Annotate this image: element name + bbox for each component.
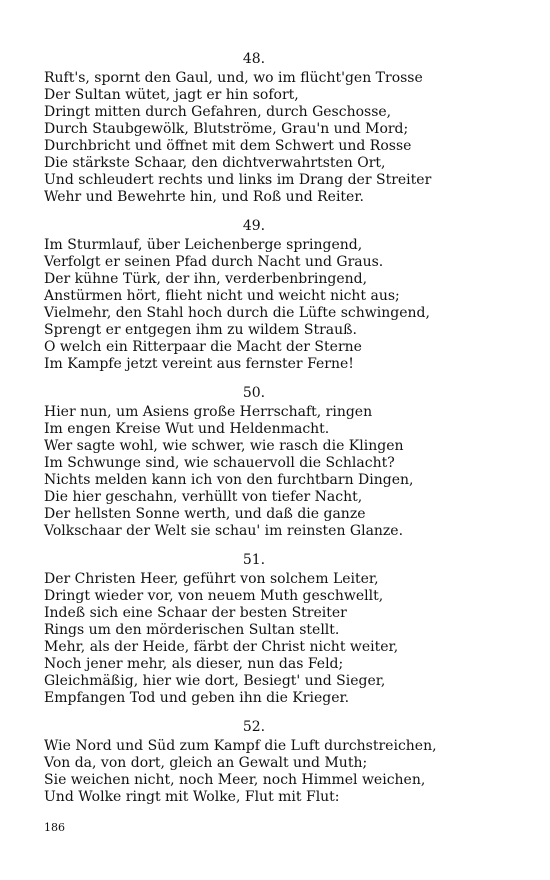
verse-line: Rings um den mörderischen Sultan stellt. [44,622,340,638]
stanza-number: 52. [242,719,266,735]
verse-line: Im Sturmlauf, über Leichenberge springend, [44,237,363,253]
verse-line: Wer sagte wohl, wie schwer, wie rasch die Klingen [44,438,404,454]
verse-line: Anstürmen hört, flieht nicht und weicht nicht aus; [44,288,400,304]
verse-line: Hier nun, um Asiens große Herrschaft, ringen [44,404,373,420]
verse-line: Mehr, als der Heide, färbt der Christ nicht weiter, [44,639,399,655]
stanza-52 [44,719,504,806]
verse-line: Durchbricht und öffnet mit dem Schwert und Rosse [44,138,412,154]
verse-line: Dringt wieder vor, von neuem Muth geschwellt, [44,588,384,604]
verse-line: Der Sultan wütet, jagt er hin sofort, [44,87,299,103]
verse-line: Gleichmäßig, hier wie dort, Besiegt' und Sieger, [44,673,386,689]
verse-line: Wie Nord und Süd zum Kampf die Luft durchstreichen, [44,738,437,754]
verse-line: Und schleudert rechts und links im Drang der Streiter [44,172,432,188]
verse-line: Nichts melden kann ich von den furchtbarn Dingen, [44,472,414,488]
verse-line: Die hier geschahn, verhüllt von tiefer Nacht, [44,489,363,505]
verse-line: Der hellsten Sonne werth, und daß die ganze [44,506,366,522]
verse-line: Die stärkste Schaar, den dichtverwahrtsten Ort, [44,155,386,171]
verse-line: Verfolgt er seinen Pfad durch Nacht und Graus. [44,254,384,270]
stanza-48 [44,51,504,206]
stanza-number: 48. [242,51,266,67]
verse-line: Sprengt er entgegen ihm zu wildem Strauß. [44,322,357,338]
verse-line: Und Wolke ringt mit Wolke, Flut mit Flut: [44,789,340,805]
verse-line: O welch ein Ritterpaar die Macht der Sterne [44,339,362,355]
verse-line: Im engen Kreise Wut und Heldenmacht. [44,421,330,437]
verse-line: Der kühne Türk, der ihn, verderbenbringend, [44,271,368,287]
stanza-number: 49. [242,218,266,234]
verse-line: Von da, von dort, gleich an Gewalt und Muth; [44,755,368,771]
verse-line: Ruft's, spornt den Gaul, und, wo im flücht'gen Trosse [44,70,423,86]
page-number: 186 [44,821,65,834]
verse-line: Wehr und Bewehrte hin, und Roß und Reiter. [44,189,364,205]
verse-line: Empfangen Tod und geben ihn die Krieger. [44,690,350,706]
stanza-number: 51. [242,552,266,568]
verse-line: Indeß sich eine Schaar der besten Streiter [44,605,347,621]
verse-line: Noch jener mehr, als dieser, nun das Feld; [44,656,344,672]
verse-line: Vielmehr, den Stahl hoch durch die Lüfte schwingend, [44,305,430,321]
verse-line: Im Schwunge sind, wie schauervoll die Schlacht? [44,455,395,471]
verse-line: Der Christen Heer, geführt von solchem Leiter, [44,571,379,587]
verse-line: Durch Staubgewölk, Blutströme, Grau'n und Mord; [44,121,409,137]
stanza-50 [44,385,504,540]
verse-line: Im Kampfe jetzt vereint aus fernster Ferne! [44,356,354,372]
verse-line: Dringt mitten durch Gefahren, durch Geschosse, [44,104,392,120]
stanza-51 [44,552,504,707]
stanza-49 [44,218,504,373]
stanza-number: 50. [242,385,266,401]
verse-line: Volkschaar der Welt sie schau' im reinsten Glanze. [44,523,404,539]
verse-line: Sie weichen nicht, noch Meer, noch Himmel weichen, [44,772,426,788]
